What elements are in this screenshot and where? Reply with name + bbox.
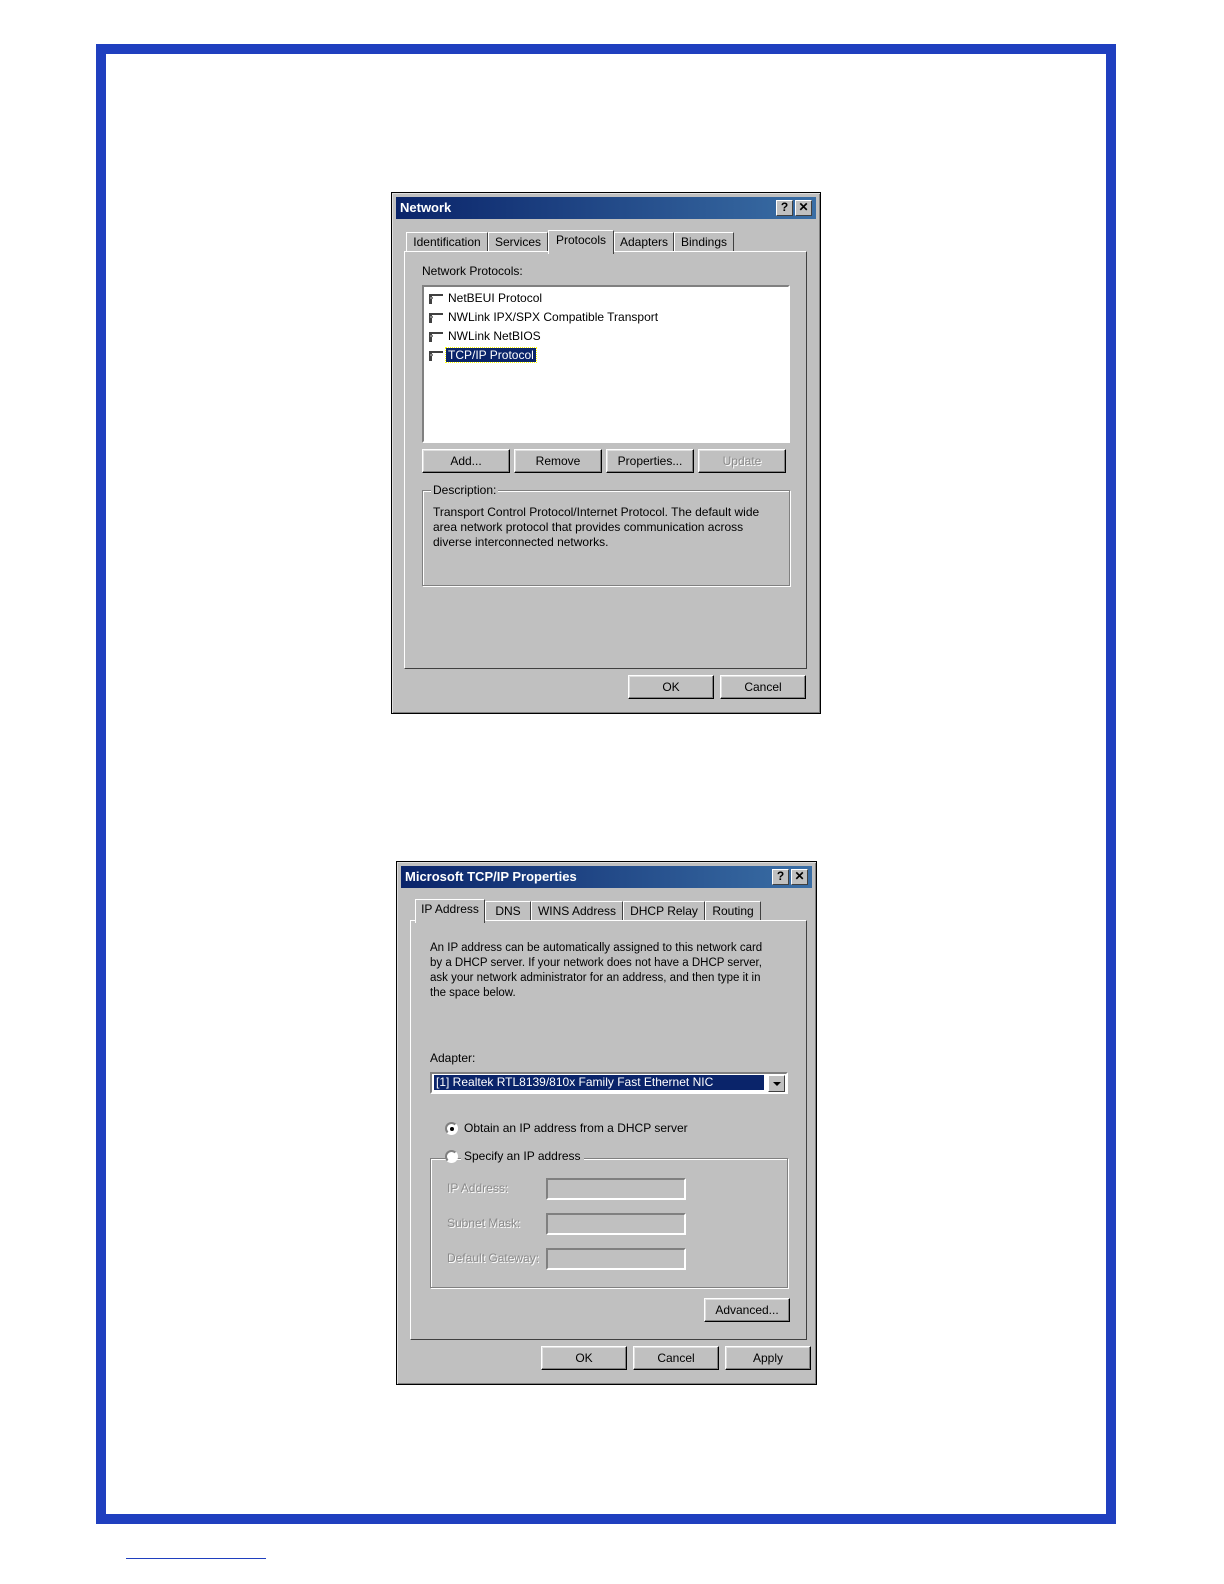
- description-text: Transport Control Protocol/Internet Protocol. The default wide area network protocol that provides communication across diverse interconnected networks.: [433, 505, 760, 549]
- close-button[interactable]: ✕: [795, 200, 812, 216]
- close-button[interactable]: ✕: [791, 869, 808, 885]
- cancel-button[interactable]: Cancel: [633, 1346, 719, 1370]
- update-button[interactable]: Update: [698, 449, 786, 473]
- help-button[interactable]: ?: [776, 200, 793, 216]
- properties-button[interactable]: Properties...: [606, 449, 694, 473]
- protocol-list[interactable]: [422, 285, 790, 443]
- adapter-label: Adapter:: [430, 1051, 476, 1065]
- specify-ip-groupbox: [430, 1149, 788, 1288]
- apply-button[interactable]: Apply: [725, 1346, 811, 1370]
- network-protocol-icon: [428, 292, 444, 306]
- tab-protocols[interactable]: Protocols: [548, 230, 614, 254]
- specify-ip-radio[interactable]: [445, 1150, 458, 1163]
- subnet-mask-label: Subnet Mask:: [447, 1216, 521, 1230]
- default-gateway-field[interactable]: [546, 1248, 686, 1270]
- tab-strip: [406, 230, 806, 252]
- adapter-select[interactable]: [430, 1072, 788, 1094]
- cancel-button[interactable]: Cancel: [720, 675, 806, 699]
- footer-rule: [126, 1558, 266, 1559]
- network-protocol-icon: [428, 330, 444, 344]
- tab-strip: [415, 899, 795, 921]
- advanced-button[interactable]: Advanced...: [704, 1298, 790, 1322]
- tab-identification[interactable]: Identification: [406, 232, 488, 252]
- tab-dhcp-relay[interactable]: DHCP Relay: [623, 901, 705, 921]
- specify-ip-radio-label[interactable]: Specify an IP address: [461, 1149, 584, 1163]
- default-gateway-label: Default Gateway:: [447, 1251, 540, 1265]
- window-title: Network: [400, 200, 452, 215]
- tab-dns[interactable]: DNS: [485, 901, 531, 921]
- tab-wins-address[interactable]: WINS Address: [531, 901, 623, 921]
- tab-services[interactable]: Services: [488, 232, 548, 252]
- tab-bindings[interactable]: Bindings: [674, 232, 734, 252]
- list-item[interactable]: NWLink IPX/SPX Compatible Transport: [428, 308, 660, 326]
- list-item[interactable]: NWLink NetBIOS: [428, 327, 543, 345]
- add-button[interactable]: Add...: [422, 449, 510, 473]
- network-dialog: [391, 192, 821, 714]
- network-protocol-icon: [428, 349, 444, 363]
- tab-ip-address[interactable]: IP Address: [415, 899, 485, 923]
- window-title: Microsoft TCP/IP Properties: [405, 869, 577, 884]
- intro-text: An IP address can be automatically assigned to this network card by a DHCP server. If your network does not have a DHCP server, ask your network administrator for an address, and then type it in the space below.: [430, 942, 763, 999]
- tcpip-titlebar[interactable]: [401, 866, 812, 888]
- ok-button[interactable]: OK: [541, 1346, 627, 1370]
- adapter-selected-value: [1] Realtek RTL8139/810x Family Fast Ethernet NIC: [434, 1075, 764, 1090]
- ip-address-label: IP Address:: [447, 1181, 509, 1195]
- list-item-selected[interactable]: TCP/IP Protocol: [428, 346, 536, 364]
- dhcp-radio-label[interactable]: Obtain an IP address from a DHCP server: [464, 1121, 688, 1135]
- network-protocols-label: Network Protocols:: [422, 264, 523, 278]
- network-titlebar[interactable]: [396, 197, 816, 219]
- list-item[interactable]: NetBEUI Protocol: [428, 289, 544, 307]
- description-groupbox: [422, 483, 790, 586]
- dhcp-radio[interactable]: [445, 1122, 458, 1135]
- network-protocol-icon: [428, 311, 444, 325]
- help-button[interactable]: ?: [772, 869, 789, 885]
- description-label: Description:: [433, 483, 497, 497]
- subnet-mask-field[interactable]: [546, 1213, 686, 1235]
- tab-routing[interactable]: Routing: [705, 901, 761, 921]
- remove-button[interactable]: Remove: [514, 449, 602, 473]
- ip-address-field[interactable]: [546, 1178, 686, 1200]
- tab-adapters[interactable]: Adapters: [614, 232, 674, 252]
- chevron-down-icon[interactable]: [768, 1075, 785, 1092]
- ok-button[interactable]: OK: [628, 675, 714, 699]
- tcpip-properties-dialog: [396, 861, 817, 1385]
